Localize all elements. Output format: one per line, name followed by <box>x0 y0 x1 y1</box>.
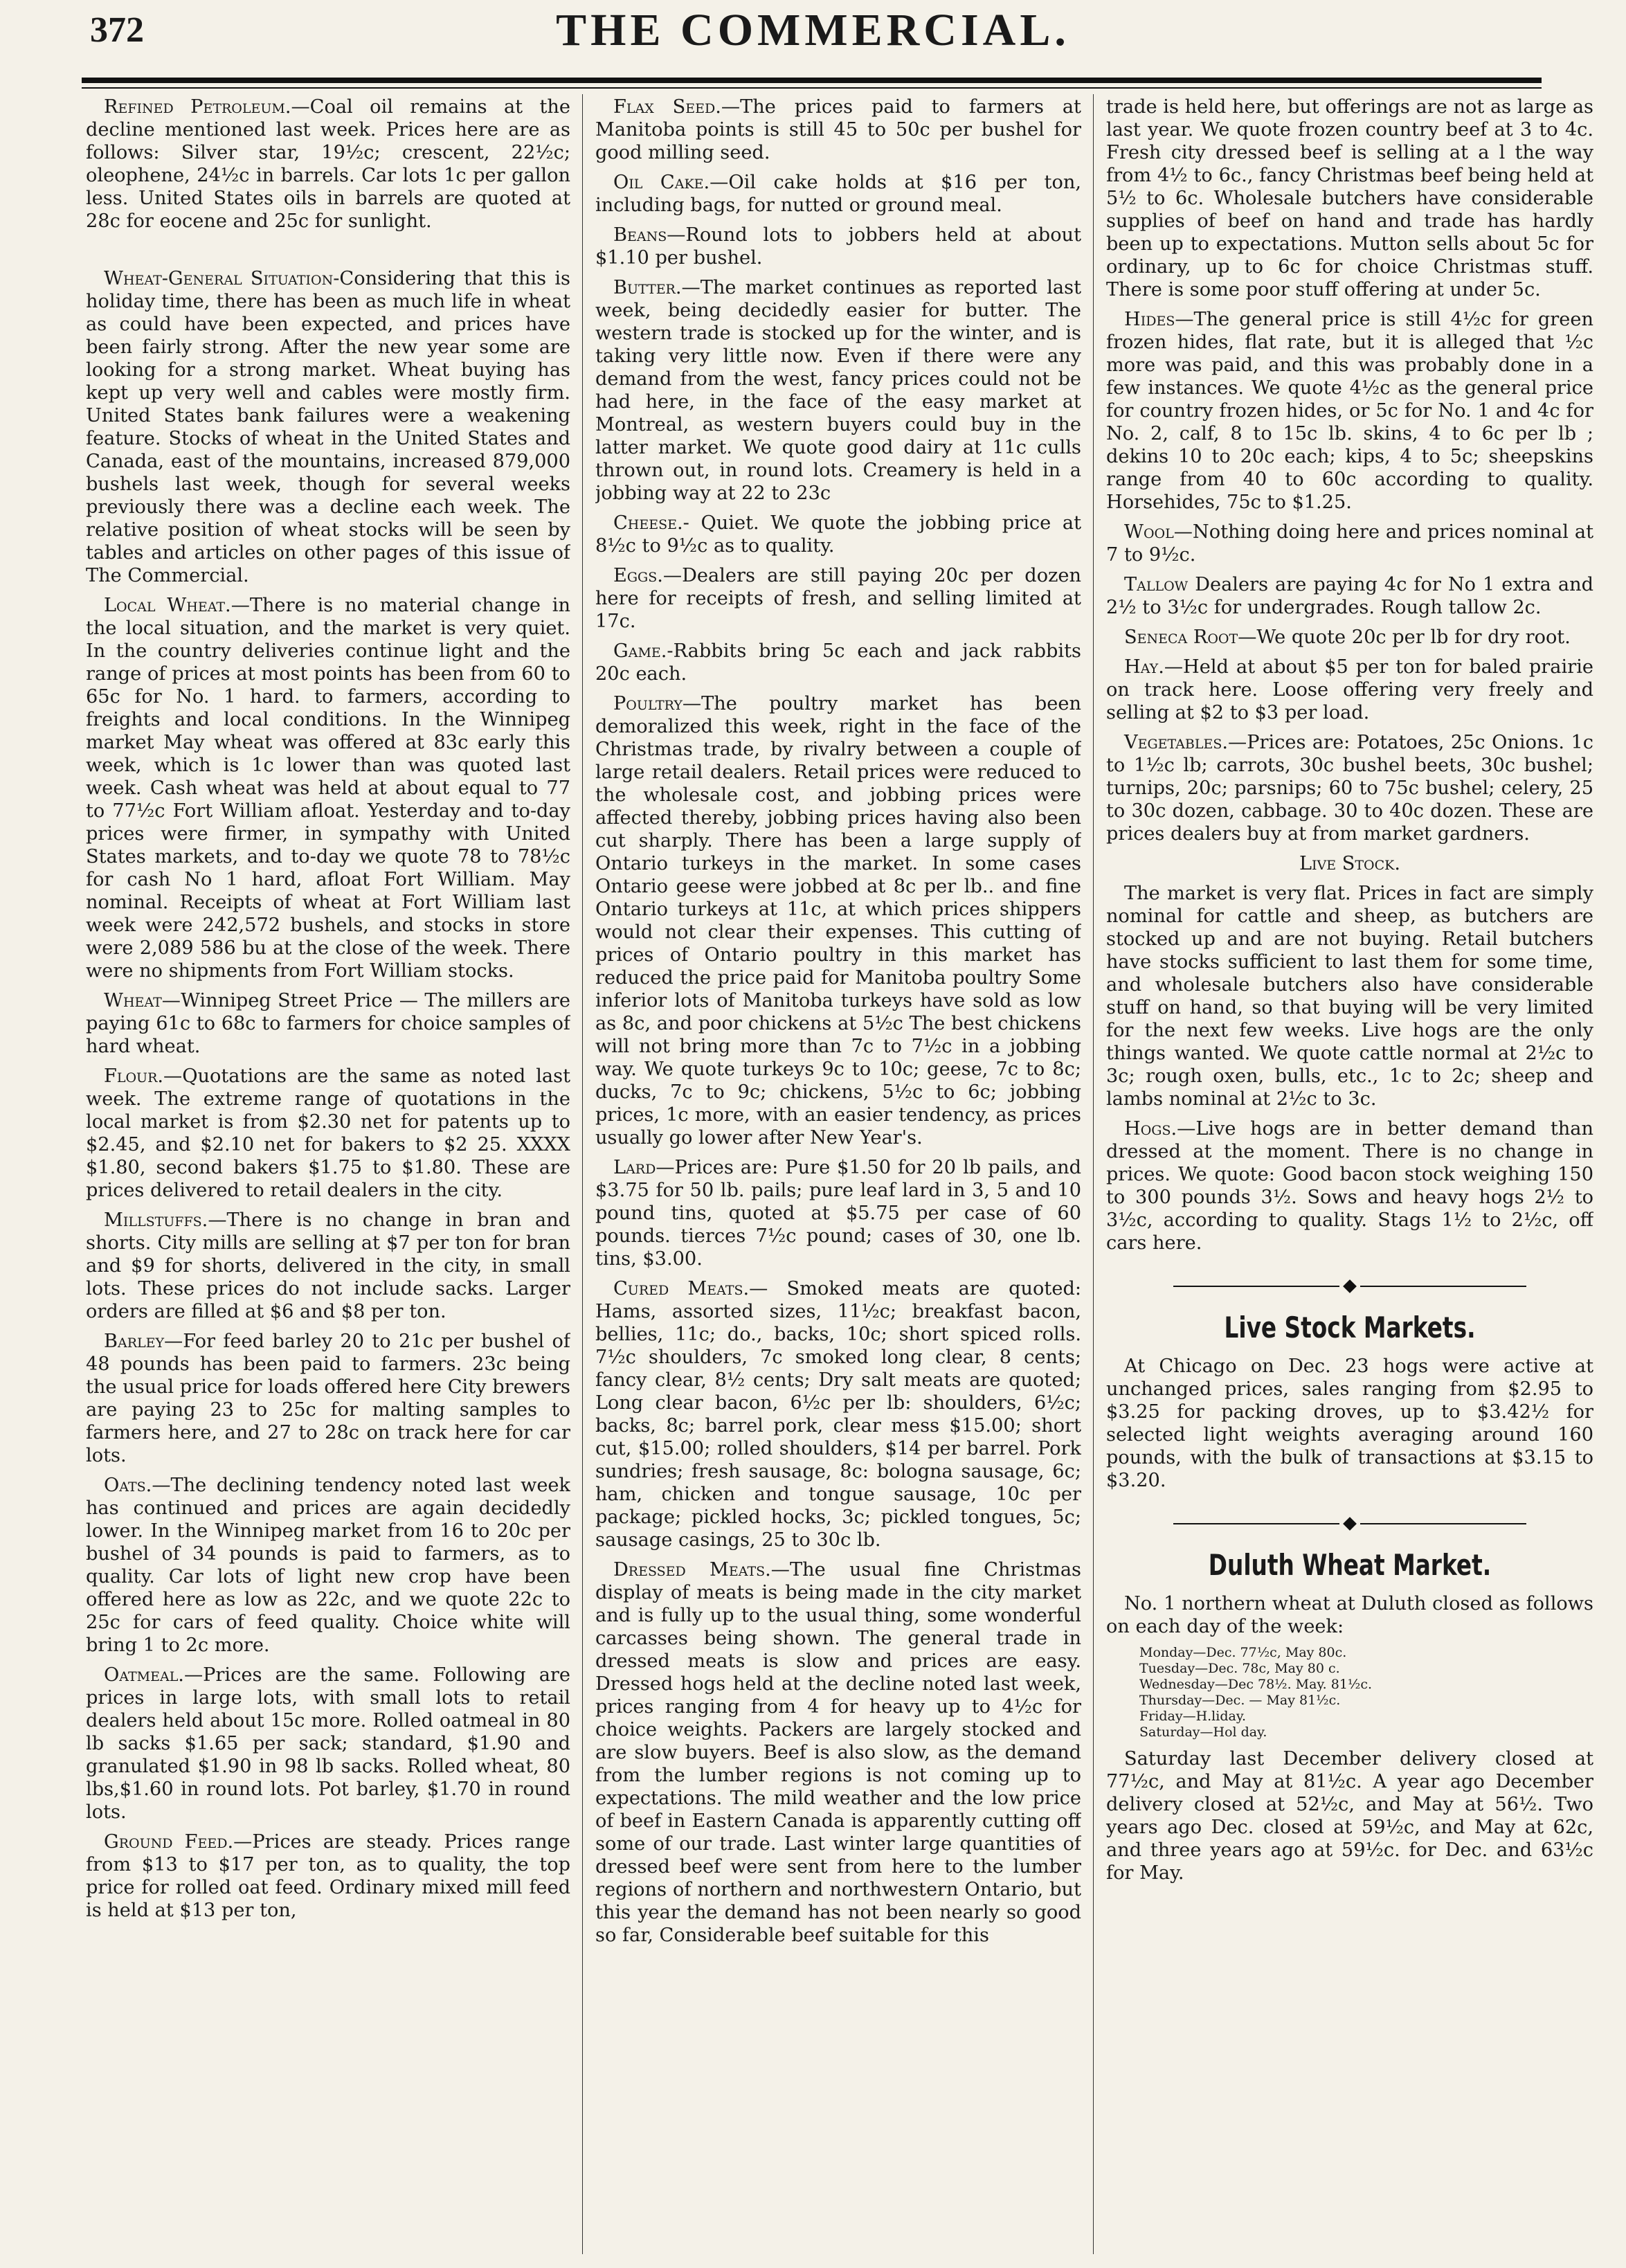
lead: Millstuffs. <box>104 1209 208 1231</box>
article-oil-cake <box>595 171 1081 217</box>
lead: Butter. <box>613 277 682 298</box>
lead: Oatmeal. <box>104 1664 184 1686</box>
lead: Flax Seed. <box>613 96 721 118</box>
lead: Hides <box>1124 309 1175 330</box>
text: —Coal oil remains at the decline mentioned last week. Prices here are as follows: Silver star, 19½c; crescent, 22½c; oleophene, 24½c in barrels. Car lots 1c per gallon less. United States oils in barrels are quoted at 28c for eocene and 25c for sunlight. <box>86 96 570 232</box>
lead: Seneca Root <box>1124 627 1238 648</box>
text: —The poultry market has been demoralized this week, right in the face of the Christmas trade, by rivalry between a couple of large retail dealers. Retail prices were reduced to the wholesale cost, and jobbing prices were affected thereby, jobbing prices having also been cut sharply. There has been a large supply of Ontario turkeys in the market. In some cases Ontario geese were jobbed at 8c per lb.. and fine Ontario turkeys at 11c, at which prices shippers would not clear their expenses. This cutting of prices of Ontario poultry in this market has reduced the price paid for Manitoba poultry Some inferior lots of Manitoba turkeys have sold as low as 8c, and poor chickens at 5½c The best chickens will not bring more than 7c to 7½c in a jobbing way. We quote turkeys 9c to 10c; geese, 7c to 8c; ducks, 7c to 9c; chickens, 5½c to 6c; jobbing prices, 1c more, with an easier tendency, as prices usually go lower after New Year's. <box>595 693 1081 1149</box>
lead: Refined Petroleum. <box>104 96 291 118</box>
list-item: Saturday—Hol day. <box>1139 1725 1267 1740</box>
text: — Smoked meats are quoted: Hams, assorted sizes, 11½c; breakfast bacon, bellies, 11c; do., backs, 10c; short spiced rolls. 7½c shoulders, 7c smoked long clear, 8 cents; fancy clear, 8½ cents; Dry salt meats are quoted; Long clear bacon, 6½c per lb: shoulders, 6½c; backs, 8c; barrel pork, clear mess $15.00; short cut, $15.00; rolled shoulders, $14 per barrel. Pork sundries; fresh sausage, 8c: bologna sausage, 6c; ham, chicken and tongue sausage, 10c per package; pickled hocks, 3c; pickled tongues, 5c; sausage casings, 25 to 30c lb. <box>595 1278 1081 1551</box>
section-ornament <box>1106 1511 1593 1534</box>
lead: Wheat-General Situation <box>104 268 334 289</box>
heading-duluth-wheat: Duluth Wheat Market. <box>1208 1548 1492 1582</box>
lead: Vegetables. <box>1124 732 1229 753</box>
header-rule <box>82 78 1542 83</box>
lead: Wool <box>1124 521 1174 543</box>
lead: Lard <box>613 1157 656 1178</box>
text: —We quote 20c per lb for dry root. <box>1238 627 1571 648</box>
article-live-stock <box>1106 882 1593 1110</box>
column-3 <box>1106 96 1593 2240</box>
text: —Prices are steady. Prices range from $13 to $17 per ton, as to quality, the top price for rolled oat feed. Ordinary mixed mill feed is held at $13 per ton, <box>86 1831 570 1921</box>
article-wool <box>1106 521 1593 566</box>
text: —The market continues as reported last week, being decidedly easier for butter. The western trade is stocked up for the winter, and is taking very little now. Even if there were any demand from the west, fancy prices could not be had here, in the face of the easy market at Montreal, as western buyers could buy in the latter market. We quote good dairy at 11c culls thrown out, in round lots. Creamery is held in a jobbing way at 22 to 23c <box>595 277 1081 504</box>
text: trade is held here, but offerings are not as large as last year. We quote frozen country beef at 3 to 4c. Fresh city dressed beef is selling at a l the way from 4½ to 6c., fancy Christmas beef being held at 5½ to 6c. Wholesale butchers have considerable supplies of beef on hand and trade has hardly been up to expectations. Mutton sells about 5c for ordinary, up to 6c for choice Christmas stuff. There is some poor stuff offering at under 5c. <box>1106 96 1593 300</box>
article-cured-meats <box>595 1277 1081 1551</box>
text: The market is very flat. Prices in fact are simply nominal for cattle and sheep, as butchers are stocked up and are not buying. Retail butchers have stocks sufficient to last them for some time, and wholesale butchers also have considerable stuff on hand, so that buying will be very limited for the next few weeks. Live hogs are the only things wanted. We quote cattle normal at 2½c to 3c; rough oxen, bulls, etc., 1c to 2c; sheep and lambs nominal at 2½c to 3c. <box>1106 883 1593 1110</box>
article-lard <box>595 1156 1081 1270</box>
article-tallow <box>1106 573 1593 619</box>
text: —Quotations are the same as noted last week. The extreme range of quotations in the local market is from $2.30 net for patents up to $2.45, and $2.10 net for bakers to $2 25. XXXX $1.80, second bakers $1.75 to $1.80. These are prices delivered to retail dealers in the city. <box>86 1065 570 1201</box>
text: —Winnipeg Street Price — The millers are paying 61c to 68c to farmers for choice samples of hard wheat. <box>86 990 570 1057</box>
text: —Nothing doing here and prices nominal at 7 to 9½c. <box>1106 521 1593 566</box>
article-oatmeal <box>86 1664 570 1824</box>
article-seneca-root <box>1106 626 1593 649</box>
article-hogs <box>1106 1117 1593 1254</box>
heading-live-stock-markets: Live Stock Markets. <box>1224 1311 1476 1344</box>
text: -Considering that this is holiday time, there has been as much life in wheat as could have been expected, and prices have been fairly strong. After the new year some are looking for a strong market. Wheat buying has kept up very well and cables were mostly firm. United States bank failures were a weakening feature. Stocks of wheat in the United States and Canada, east of the mountains, increased 879,000 bushels last week, though for several weeks previously there was a decline each week. The relative position of wheat stocks will be seen by tables and articles on other pages of this issue of The Commercial. <box>86 268 570 586</box>
text: —There is no material change in the local situation, and the market is very quiet. In the country deliveries continue light and the range of prices at most points has been from 60 to 65c for No. 1 hard. to farmers, according to freights and local conditions. In the Winnipeg market May wheat was offered at 83c early this week, which is 1c lower than was quoted last week. Cash wheat was held at about equal to 77 to 77½c Fort William afloat. Yesterday and to-day prices were firmer, in sympathy with United States markets, and to-day we quote 78 to 78½c for cash No 1 hard, afloat Fort William. May nominal. Receipts of wheat at Fort William last week were 242,572 bushels, and stocks in store were 2,089 586 bu at the close of the week. There were no shipments from Fort William stocks. <box>86 595 570 982</box>
text: —The declining tendency noted last week has continued and prices are again decidedly lower. In the Winnipeg market from 16 to 20c per bushel of 34 pounds is paid to farmers, as to quality. Car lots of light new crop have been offered here as low as 22c, and we quote 22c to 25c for cars of feed quality. Choice white will bring 1 to 2c more. <box>86 1475 570 1656</box>
article-oats <box>86 1474 570 1657</box>
lead: Cured Meats. <box>613 1278 750 1299</box>
text: —The prices paid to farmers at Manitoba points is still 45 to 50c per bushel for good milling seed. <box>595 96 1081 163</box>
article-game <box>595 640 1081 685</box>
text: No. 1 northern wheat at Duluth closed as follows on each day of the week: <box>1106 1593 1593 1637</box>
lead: Beans <box>613 224 667 246</box>
text: —For feed barley 20 to 21c per bushel of 48 pounds has been paid to farmers. 23c being the usual price for loads offered here City brewers are paying 23 to 25c for malting samples to farmers here, and 27 to 28c on track here for car lots. <box>86 1331 570 1466</box>
article-millstuffs <box>86 1209 570 1323</box>
text: —Round lots to jobbers held at about $1.10 per bushel. <box>595 224 1081 269</box>
text: —Held at about $5 per ton for baled prairie on track here. Loose offering very freely and selling at $2 to $3 per load. <box>1106 656 1593 723</box>
text: -Rabbits bring 5c each and jack rabbits 20c each. <box>595 640 1081 685</box>
list-item: Wednesday—Dec 78½. May. 81½c. <box>1139 1677 1373 1692</box>
lead: Hogs. <box>1124 1118 1177 1140</box>
lead: Poultry <box>613 693 683 714</box>
article-beans <box>595 224 1081 269</box>
lead: Local Wheat. <box>104 595 231 616</box>
lead: Tallow <box>1124 574 1189 595</box>
article-local-wheat <box>86 594 570 982</box>
lead: Ground Feed. <box>104 1831 234 1853</box>
article-butter <box>595 276 1081 505</box>
list-item: Friday—H.liday. <box>1139 1709 1247 1724</box>
article-flour <box>86 1065 570 1202</box>
text: —Live hogs are in better demand than dressed at the moment. There is no change in prices. We quote: Good bacon stock weighing 150 to 300 pounds 3½. Sows and heavy hogs 2½ to 3½c, according to quality. Stags 1½ to 2½c, off cars here. <box>1106 1118 1593 1254</box>
text: - Quiet. We quote the jobbing price at 8½c to 9½c as to quality. <box>595 512 1081 557</box>
lead: Game. <box>613 640 667 662</box>
article-flax-seed <box>595 96 1081 164</box>
text: —Prices are: Pure $1.50 for 20 lb pails, and $3.75 for 50 lb. pails; pure leaf lard in 3, 5 and 10 pound tins, quoted at $5.75 per case of 60 pounds. tierces 7½c pound; cases of 30, one lb. tins, $3.00. <box>595 1157 1081 1270</box>
text: —Prices are: Potatoes, 25c Onions. 1c to 1½c lb; carrots, 30c bushel beets, 30c bushel; turnips, 20c; parsnips; 60 to 75c bushel; celery, 25 to 30c dozen, cabbage. 30 to 40c dozen. These are prices dealers buy at from market gardners. <box>1106 732 1593 845</box>
text: —Oil cake holds at $16 per ton, including bags, for nutted or ground meal. <box>595 172 1081 216</box>
article-petroleum <box>86 96 570 233</box>
column-1 <box>86 96 570 2240</box>
text: —There is no change in bran and shorts. City mills are selling at $7 per ton for bran and $9 for shorts, delivered in the city, in small lots. These prices do not include sacks. Larger orders are filled at $6 and $8 per ton. <box>86 1209 570 1322</box>
text: —The usual fine Christmas display of meats is being made in the city market and is fully up to the usual thing, some wonderful carcasses being shown. The general trade in dressed meats is slow and prices are easy. Dressed hogs held at the decline noted last week, prices ranging from 4 for heavy up to 4½c for choice weights. Packers are largely stocked and are slow buyers. Beef is also slow, as the demand from the lumber regions is not coming up to expectations. The mild weather and the low price of beef in Eastern Canada is apparently cutting off some of our trade. Last winter large quantities of dressed beef were sent from here to the lumber regions of northern and northwestern Ontario, but this year the demand has not been nearly so good so far, Considerable beef suitable for this <box>595 1559 1081 1946</box>
column-divider <box>1093 94 1094 2254</box>
article-duluth-intro <box>1106 1592 1593 1638</box>
article-wheat-street <box>86 989 570 1058</box>
article-wheat-general <box>86 267 570 587</box>
text: At Chicago on Dec. 23 hogs were active at unchanged prices, sales ranging from $2.95 to $3.25 for packing droves, up to $3.42½ for selected light weights averaging around 160 pounds, with the bulk of transactions at $3.15 to $3.20. <box>1106 1356 1593 1491</box>
text: —The general price is still 4½c for green frozen hides, flat rate, but it is alleged that ½c more was paid, and this was probably done in a few instances. We quote 4½c as the general price for country frozen hides, or 5c for No. 1 and 4c for No. 2, calf, 8 to 15c lb. skins, 4 to 6c per lb ; dekins 10 to 20c each; kips, 4 to 5c; sheepskins range from 40 to 60c according to quality. Horsehides, 75c to $1.25. <box>1106 309 1593 513</box>
page-number: 372 <box>90 10 144 50</box>
list-item: Thursday—Dec. — May 81½c. <box>1139 1693 1341 1708</box>
text: Dealers are paying 4c for No 1 extra and 2½ to 3½c for undergrades. Rough tallow 2c. <box>1106 574 1593 618</box>
masthead-title: THE COMMERCIAL. <box>556 5 1070 55</box>
header-rule-thin <box>82 87 1542 89</box>
lead: Barley <box>104 1331 165 1352</box>
article-dressed-meats-cont <box>1106 96 1593 301</box>
text: Saturday last December delivery closed at 77½c, and May at 81½c. A year ago December delivery closed at 52½c, and May at 56½. Two years ago Dec. closed at 59½c, and May at 62c, and three years ago at 59½c. for Dec. and 63½c for May. <box>1106 1748 1593 1884</box>
lead: Oil Cake. <box>613 172 710 193</box>
lead: Dressed Meats. <box>613 1559 771 1581</box>
daily-closing-list <box>1139 1645 1593 1740</box>
article-hides <box>1106 308 1593 514</box>
column-2 <box>595 96 1081 2240</box>
article-barley <box>86 1330 570 1467</box>
list-item: Tuesday—Dec. 78c, May 80 c. <box>1139 1661 1340 1676</box>
article-poultry <box>595 692 1081 1149</box>
lead: Flour. <box>104 1065 164 1087</box>
lead: Cheese. <box>613 512 683 534</box>
lead: Hay. <box>1124 656 1164 678</box>
lead: Wheat <box>104 990 162 1011</box>
article-dressed-meats <box>595 1558 1081 1947</box>
lead: Eggs. <box>613 565 663 586</box>
heading-live-stock: Live Stock. <box>1299 853 1401 874</box>
section-ornament <box>1106 1274 1593 1297</box>
article-hay <box>1106 656 1593 724</box>
article-duluth-summary <box>1106 1747 1593 1884</box>
article-vegetables <box>1106 731 1593 845</box>
lead: Oats. <box>104 1475 152 1496</box>
article-ground-feed <box>86 1830 570 1922</box>
text: —Prices are the same. Following are prices in large lots, with small lots to retail dealers held about 15c more. Rolled oatmeal in 80 lb sacks $1.65 per sack; standard, $1.90 and granulated $1.90 in 98 lb sacks. Rolled wheat, 80 lbs,$1.60 in round lots. Pot barley, $1.70 in round lots. <box>86 1664 570 1823</box>
text: —Dealers are still paying 20c per dozen here for receipts of fresh, and selling limited at 17c. <box>595 565 1081 632</box>
list-item: Monday—Dec. 77½c, May 80c. <box>1139 1645 1347 1660</box>
article-chicago-hogs <box>1106 1355 1593 1492</box>
article-cheese <box>595 512 1081 557</box>
article-eggs <box>595 564 1081 633</box>
column-divider <box>582 94 583 2254</box>
